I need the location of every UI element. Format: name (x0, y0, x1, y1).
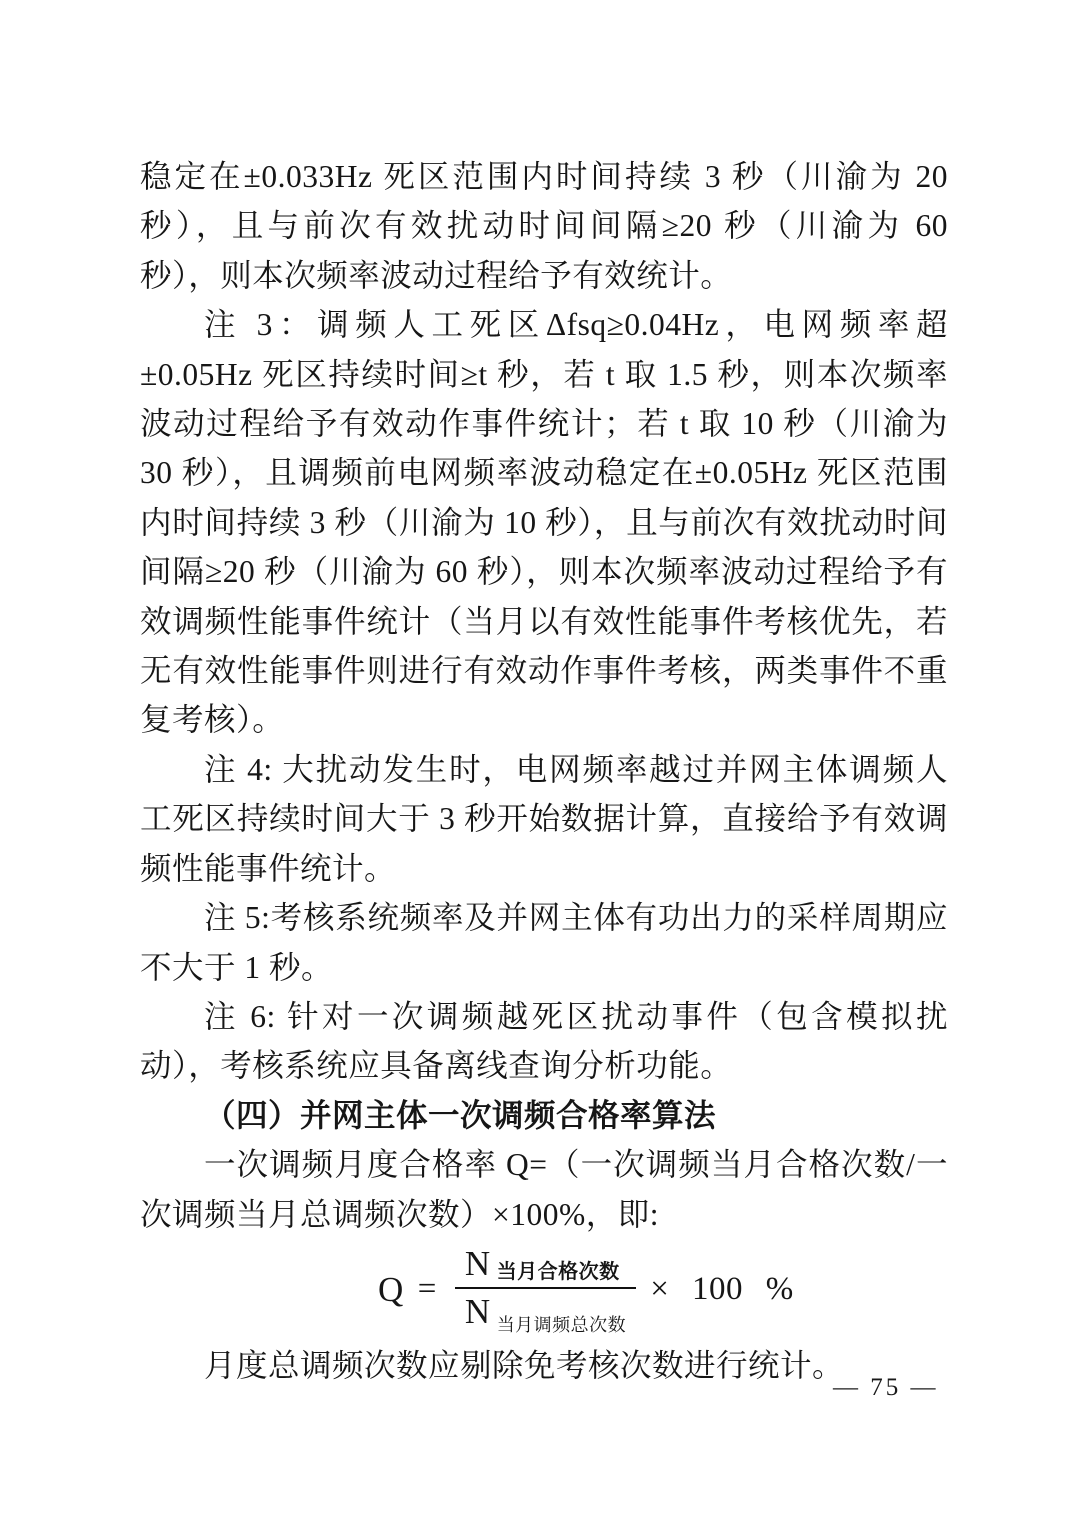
denominator-symbol: N (464, 1291, 491, 1331)
document-body (140, 152, 948, 1390)
section-heading: （四）并网主体一次调频合格率算法 (204, 1097, 717, 1133)
formula-numerator (455, 1243, 636, 1287)
paragraph-formula-intro: 一次调频月度合格率 Q=（一次调频当月合格次数/一次调频当月总调频次数）×100%，即: (140, 1147, 948, 1232)
numerator-subscript: 当月合格次数 (496, 1260, 620, 1283)
formula-q-equation (378, 1239, 948, 1341)
paragraph-note-6: 注 6: 针对一次调频越死区扰动事件（包含模拟扰动），考核系统应具备离线查询分析功能。 (140, 998, 948, 1084)
numerator-symbol: N (464, 1243, 491, 1283)
paragraph-note-4: 注 4: 大扰动发生时，电网频率越过并网主体调频人工死区持续时间大于 3 秒开始数据计算，直接给予有效调频性能事件统计。 (140, 751, 948, 886)
page-number: — 75 — (833, 1374, 939, 1401)
paragraph-continuation: 稳定在±0.033Hz 死区范围内时间持续 3 秒（川渝为 20 秒），且与前次有效扰动时间间隔≥20 秒（川渝为 60 秒），则本次频率波动过程给予有效统计。 (140, 159, 948, 293)
formula-lhs-symbol: Q (378, 1270, 404, 1310)
paragraph-note-3: 注 3：调频人工死区Δfsq≥0.04Hz，电网频率超±0.05Hz 死区持续时间≥t 秒，若 t 取 1.5 秒，则本次频率波动过程给予有效动作事件统计；若 t 取 10 秒（川渝为 30 秒），且调频前电网频率波动稳定在±0.05Hz 死区范围内时间持续 3 秒（川渝为 10 秒），且与前次有效扰动时间间隔≥20 秒（川渝为 60 秒），则本次频率波动过程给予有效调频性能事件统计（当月以有效性能事件考核优先，若无有效性能事件则进行有效动作事件考核，两类事件不重复考核）。 (140, 307, 948, 738)
formula-fraction (455, 1243, 636, 1335)
formula-denominator (455, 1287, 636, 1334)
paragraph-closing: 月度总调频次数应剔除免考核次数进行统计。 (204, 1347, 845, 1383)
denominator-subscript: 当月调频总次数 (496, 1314, 627, 1335)
formula-equals-sign: = (417, 1271, 437, 1308)
formula-multiplier: × 100 % (650, 1271, 794, 1308)
paragraph-note-5: 注 5:考核系统频率及并网主体有功出力的采样周期应不大于 1 秒。 (140, 900, 948, 985)
